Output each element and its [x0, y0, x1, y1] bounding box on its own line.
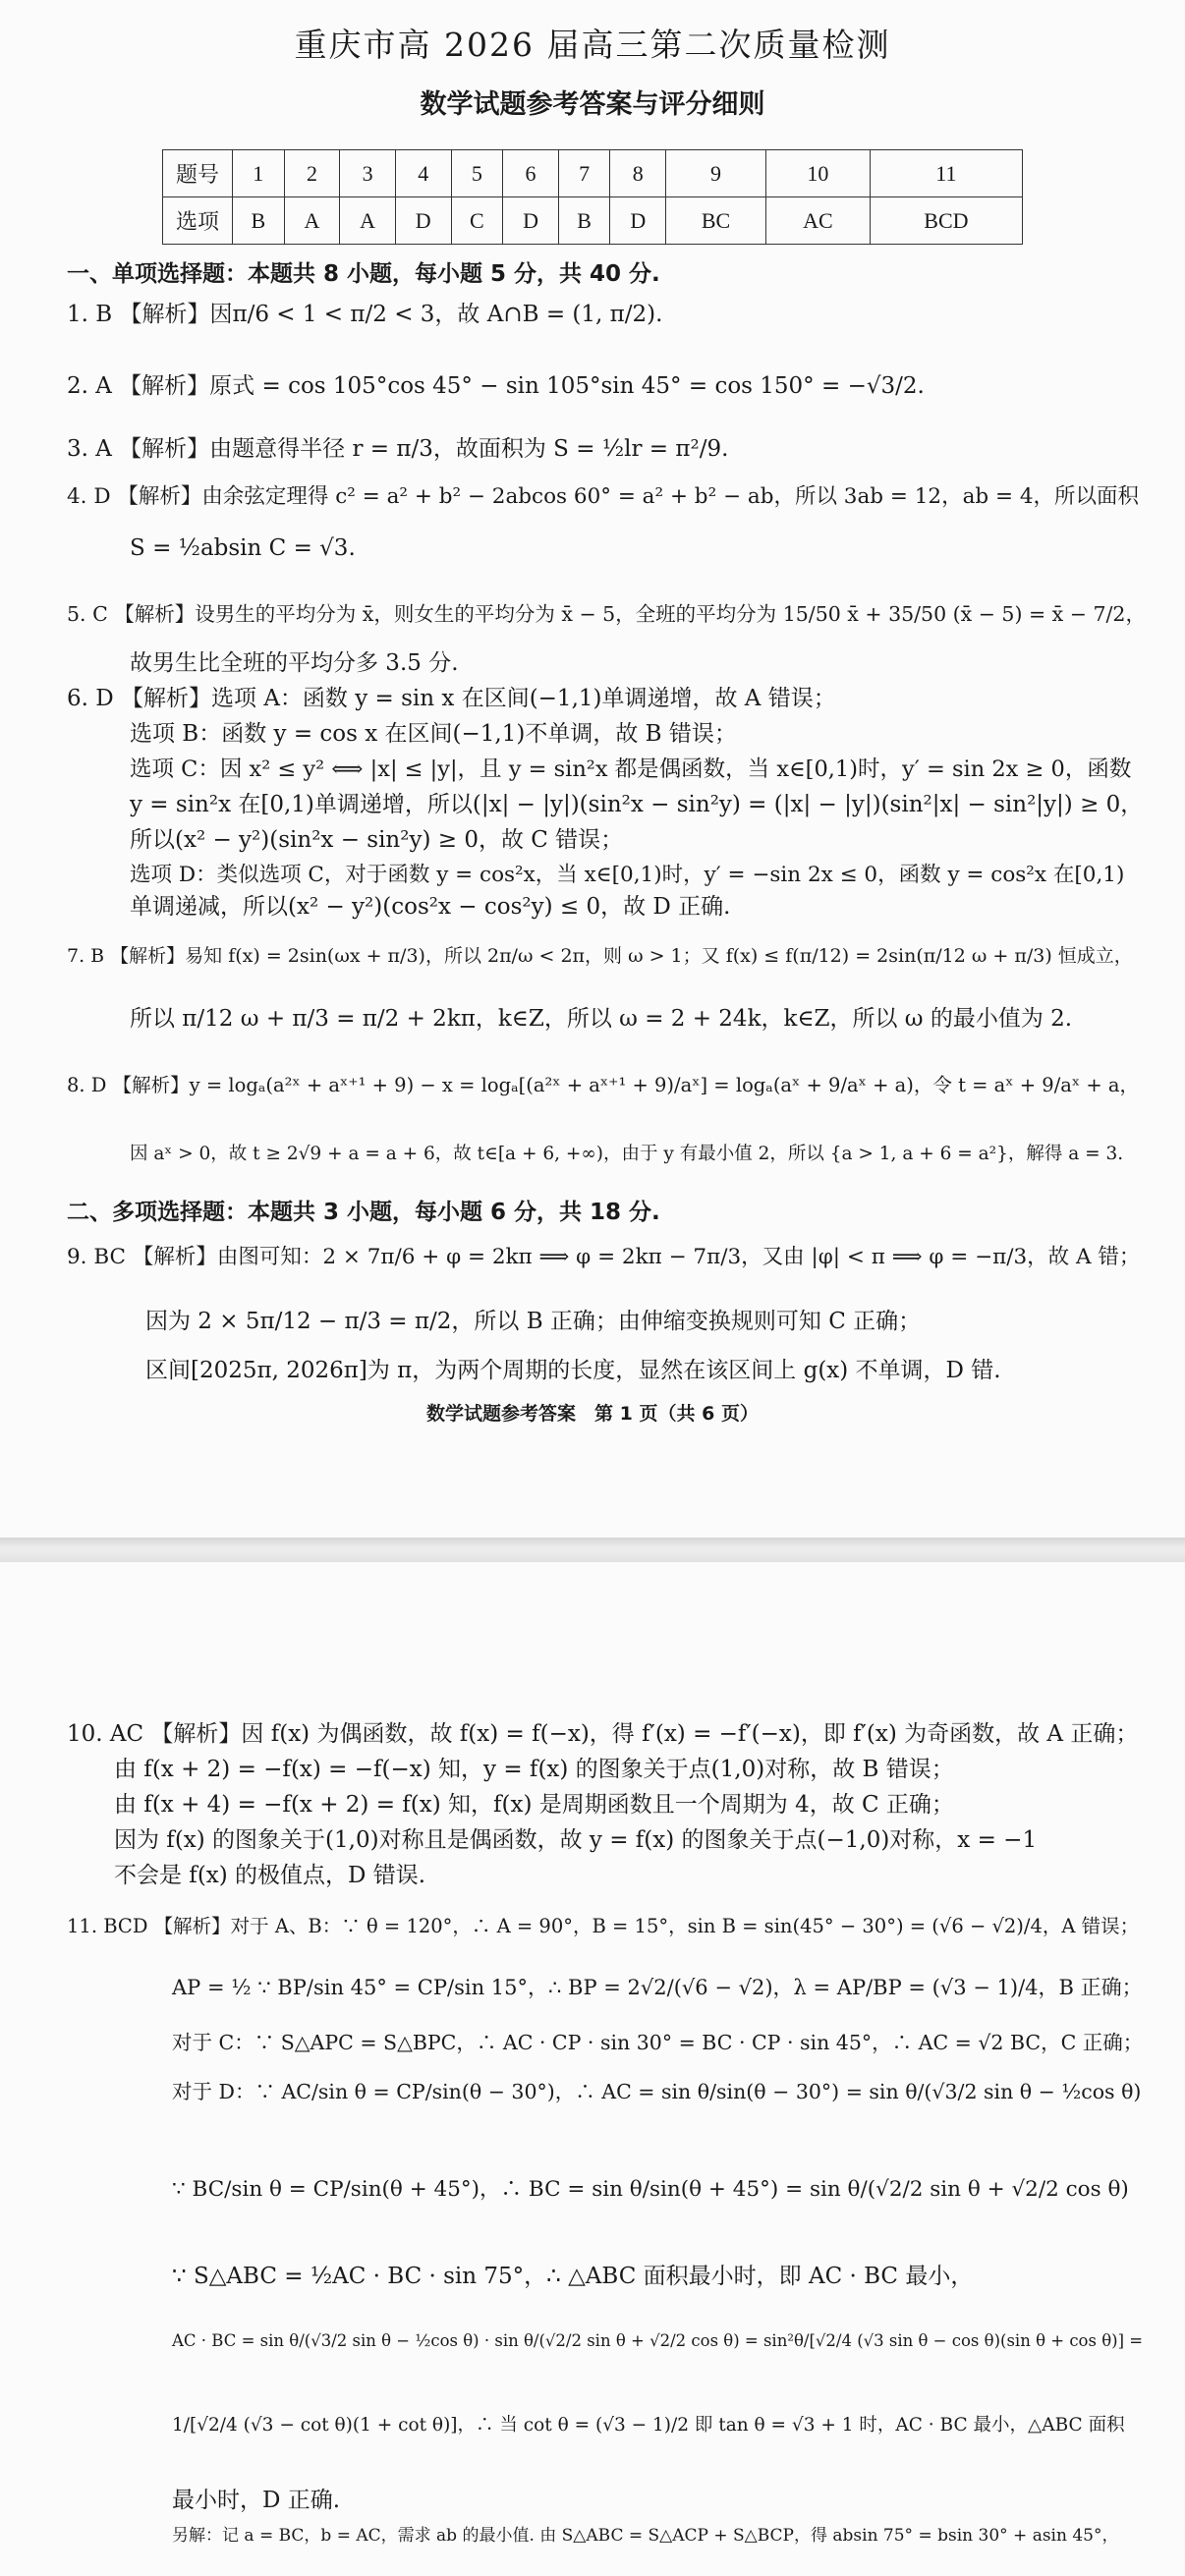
answer-line: 1/[√2/4 (√3 − cot θ)(1 + cot θ)]，∴ 当 cot θ = (√3 − 1)/2 即 tan θ = √3 + 1 时，AC · BC 最小，△ABC 面积 [172, 2415, 1125, 2436]
answer-table-number-row [163, 150, 1023, 197]
table-cell: 11 [870, 150, 1022, 197]
answer-line: S = ½absin C = √3. [130, 535, 356, 561]
answer-line: 3. A 【解析】由题意得半径 r = π/3，故面积为 S = ½lr = π²/9. [67, 436, 729, 462]
answer-line: 由 f(x + 2) = −f(x) = −f(−x) 知，y = f(x) 的图象关于点(1,0)对称，故 B 错误； [114, 1757, 954, 1782]
document-subtitle: 数学试题参考答案与评分细则 [420, 89, 765, 120]
answer-line: 故男生比全班的平均分多 3.5 分. [130, 650, 459, 676]
table-header-cell: 题号 [163, 150, 233, 197]
answer-line: 最小时，D 正确. [172, 2488, 341, 2513]
table-cell: 1 [233, 150, 285, 197]
answer-line: 不会是 f(x) 的极值点，D 错误. [114, 1863, 426, 1888]
answer-line: 所以 π/12 ω + π/3 = π/2 + 2kπ，k∈Z，所以 ω = 2 + 24k，k∈Z，所以 ω 的最小值为 2. [130, 1006, 1073, 1032]
answer-line: 所以(x² − y²)(sin²x − sin²y) ≥ 0，故 C 错误； [130, 827, 624, 853]
answer-line: 选项 D：类似选项 C，对于函数 y = cos²x，当 x∈[0,1)时，y′ = −sin 2x ≤ 0，函数 y = cos²x 在[0,1) [130, 863, 1125, 887]
table-cell: 9 [666, 150, 766, 197]
answer-line: 区间[2025π, 2026π]为 π，为两个周期的长度，显然在该区间上 g(x) 不单调，D 错. [145, 1358, 1001, 1383]
table-cell: 6 [503, 150, 559, 197]
answer-line: 6. D 【解析】选项 A：函数 y = sin x 在区间(−1,1)单调递增，故 A 错误； [67, 686, 836, 711]
answer-line: 单调递减，所以(x² − y²)(cos²x − cos²y) ≤ 0，故 D 正确. [130, 894, 731, 920]
table-cell: 3 [340, 150, 396, 197]
table-cell: 5 [451, 150, 503, 197]
table-cell: B [233, 197, 285, 245]
table-cell: D [610, 197, 666, 245]
answer-line: 5. C 【解析】设男生的平均分为 x̄，则女生的平均分为 x̄ − 5，全班的平均分为 15/50 x̄ + 35/50 (x̄ − 5) = x̄ − 7/2， [67, 602, 1146, 626]
page-2 [0, 1562, 1185, 2576]
answer-line: 对于 D：∵ AC/sin θ = CP/sin(θ − 30°)，∴ AC = sin θ/sin(θ − 30°) = sin θ/(√3/2 sin θ − ½cos θ) [172, 2080, 1142, 2103]
table-cell: 7 [558, 150, 610, 197]
table-cell: C [451, 197, 503, 245]
table-cell: AC [765, 197, 870, 245]
answer-line: AP = ½ ∵ BP/sin 45° = CP/sin 15°，∴ BP = 2√2/(√6 − √2)，λ = AP/BP = (√3 − 1)/4，B 正确； [172, 1976, 1143, 1999]
table-cell: BCD [870, 197, 1022, 245]
answer-line: 因为 f(x) 的图象关于(1,0)对称且是偶函数，故 y = f(x) 的图象关于点(−1,0)对称，x = −1 [114, 1827, 1038, 1853]
answer-line: 选项 B：函数 y = cos x 在区间(−1,1)不单调，故 B 错误； [130, 721, 737, 747]
table-cell: A [284, 197, 340, 245]
answer-line: 10. AC 【解析】因 f(x) 为偶函数，故 f(x) = f(−x)，得 f′(x) = −f′(−x)，即 f′(x) 为奇函数，故 A 正确； [67, 1721, 1139, 1747]
answer-line: AC · BC = sin θ/(√3/2 sin θ − ½cos θ) · sin θ/(√2/2 sin θ + √2/2 cos θ) = sin²θ/[√2/4 (√3 sin θ − cos θ)(sin θ + cos θ)] = [172, 2331, 1144, 2350]
table-cell: D [503, 197, 559, 245]
answer-line: 对于 C：∵ S△APC = S△BPC，∴ AC · CP · sin 30° = BC · CP · sin 45°，∴ AC = √2 BC，C 正确； [172, 2031, 1144, 2054]
answer-line: 11. BCD 【解析】对于 A、B：∵ θ = 120°，∴ A = 90°，B = 15°，sin B = sin(45° − 30°) = (√6 − √2)/4，A 错误； [67, 1915, 1140, 1937]
answer-line: ∵ BC/sin θ = CP/sin(θ + 45°)，∴ BC = sin θ/sin(θ + 45°) = sin θ/(√2/2 sin θ + √2/2 cos θ) [172, 2177, 1129, 2202]
table-cell: B [558, 197, 610, 245]
section-heading-single-choice: 一、单项选择题：本题共 8 小题，每小题 5 分，共 40 分. [67, 261, 660, 287]
table-header-cell: 选项 [163, 197, 233, 245]
answer-table-option-row [163, 197, 1023, 245]
table-cell: 2 [284, 150, 340, 197]
answer-line: 8. D 【解析】y = logₐ(a²ˣ + aˣ⁺¹ + 9) − x = logₐ[(a²ˣ + aˣ⁺¹ + 9)/aˣ] = logₐ(aˣ + 9/aˣ + a)，令 t = aˣ + 9/aˣ + a， [67, 1074, 1140, 1096]
answer-line: 由 f(x + 4) = −f(x + 2) = f(x) 知，f(x) 是周期函数且一个周期为 4，故 C 正确； [114, 1792, 954, 1818]
answer-line: 选项 C：因 x² ≤ y² ⟺ |x| ≤ |y|，且 y = sin²x 都是偶函数，当 x∈[0,1)时，y′ = sin 2x ≥ 0，函数 [130, 756, 1132, 782]
table-cell: 10 [765, 150, 870, 197]
answer-line: 因为 2 × 5π/12 − π/3 = π/2，所以 B 正确；由伸缩变换规则可知 C 正确； [145, 1309, 922, 1334]
table-cell: 8 [610, 150, 666, 197]
answer-line: ∵ S△ABC = ½AC · BC · sin 75°，∴ △ABC 面积最小时，即 AC · BC 最小， [172, 2264, 974, 2289]
table-cell: A [340, 197, 396, 245]
answer-table [162, 149, 1023, 245]
answer-line: y = sin²x 在[0,1)单调递增，所以(|x| − |y|)(sin²x − sin²y) = (|x| − |y|)(sin²|x| − sin²|y|) ≥ 0， [130, 792, 1144, 817]
answer-line: 另解：记 a = BC，b = AC，需求 ab 的最小值. 由 S△ABC = S△ACP + S△BCP，得 absin 75° = bsin 30° + asin 45°， [172, 2526, 1119, 2546]
answer-line: 2. A 【解析】原式 = cos 105°cos 45° − sin 105°sin 45° = cos 150° = −√3/2. [67, 373, 925, 399]
answer-line: 9. BC 【解析】由图可知：2 × 7π/6 + φ = 2kπ ⟹ φ = 2kπ − 7π/3，又由 |φ| < π ⟹ φ = −π/3，故 A 错； [67, 1245, 1141, 1269]
answer-line: 1. B 【解析】因π/6 < 1 < π/2 < 3，故 A∩B = (1, π/2). [67, 302, 663, 327]
document-title: 重庆市高 2026 届高三第二次质量检测 [294, 26, 891, 64]
answer-line: 因 aˣ > 0，故 t ≥ 2√9 + a = a + 6，故 t∈[a + 6, +∞)，由于 y 有最小值 2，所以 {a > 1, a + 6 = a²}，解得 a = 3. [130, 1144, 1124, 1164]
table-cell: 4 [395, 150, 451, 197]
table-cell: D [395, 197, 451, 245]
page-separator [0, 1538, 1185, 1562]
page-footer: 数学试题参考答案 第 1 页（共 6 页） [426, 1403, 759, 1425]
section-heading-multiple-choice: 二、多项选择题：本题共 3 小题，每小题 6 分，共 18 分. [67, 1200, 660, 1225]
answer-line: 4. D 【解析】由余弦定理得 c² = a² + b² − 2abcos 60° = a² + b² − ab，所以 3ab = 12，ab = 4，所以面积 [67, 484, 1140, 509]
table-cell: BC [666, 197, 766, 245]
answer-line: 7. B 【解析】易知 f(x) = 2sin(ωx + π/3)，所以 2π/ω < 2π，则 ω > 1；又 f(x) ≤ f(π/12) = 2sin(π/12 ω + π/3) 恒成立， [67, 945, 1133, 967]
